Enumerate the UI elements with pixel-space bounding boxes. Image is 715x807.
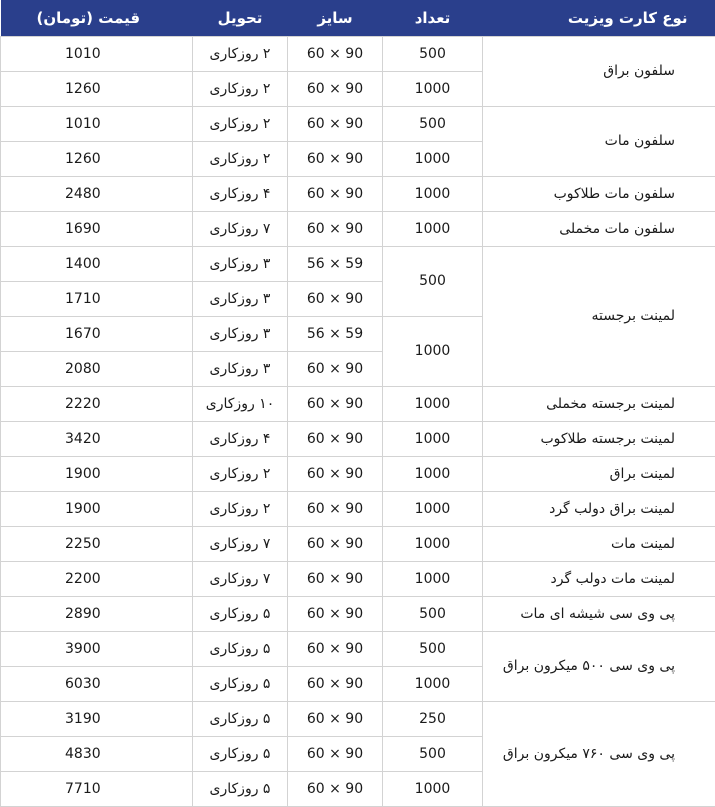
quantity-cell: 1000: [383, 211, 483, 246]
size-cell: 60 × 90: [288, 456, 383, 491]
size-cell: 60 × 90: [288, 386, 383, 421]
quantity-cell: 1000: [383, 386, 483, 421]
delivery-cell: ۵ روزکاری: [193, 596, 288, 631]
card-type-cell: سلفون مات طلاکوب: [483, 176, 715, 211]
size-cell: 60 × 90: [288, 281, 383, 316]
price-cell: 1670: [1, 316, 193, 351]
card-type-cell: پی وی سی شیشه ای مات: [483, 596, 715, 631]
table-row: [1, 106, 715, 141]
size-cell: 60 × 90: [288, 596, 383, 631]
price-cell: 1010: [1, 106, 193, 141]
card-type-cell: سلفون مات مخملی: [483, 211, 715, 246]
table-row: [1, 631, 715, 666]
quantity-cell: 500: [383, 736, 483, 771]
size-cell: 60 × 90: [288, 701, 383, 736]
price-cell: 3190: [1, 701, 193, 736]
size-cell: 60 × 90: [288, 526, 383, 561]
quantity-cell: 1000: [383, 71, 483, 106]
delivery-cell: ۵ روزکاری: [193, 666, 288, 701]
delivery-cell: ۵ روزکاری: [193, 631, 288, 666]
delivery-cell: ۳ روزکاری: [193, 351, 288, 386]
table-row: [1, 491, 715, 526]
price-cell: 6030: [1, 666, 193, 701]
size-cell: 60 × 90: [288, 211, 383, 246]
price-cell: 2200: [1, 561, 193, 596]
delivery-cell: ۲ روزکاری: [193, 36, 288, 71]
price-cell: 4830: [1, 736, 193, 771]
quantity-cell: 1000: [383, 526, 483, 561]
quantity-cell: 500: [383, 36, 483, 71]
price-cell: 1900: [1, 491, 193, 526]
size-cell: 60 × 90: [288, 176, 383, 211]
table-row: [1, 701, 715, 736]
price-cell: 1900: [1, 456, 193, 491]
size-cell: 60 × 90: [288, 106, 383, 141]
card-type-cell: سلفون براق: [483, 36, 715, 106]
table-row: [1, 561, 715, 596]
quantity-cell: 500: [383, 246, 483, 316]
size-cell: 60 × 90: [288, 36, 383, 71]
quantity-cell: 250: [383, 701, 483, 736]
delivery-cell: ۵ روزکاری: [193, 701, 288, 736]
price-cell: 2250: [1, 526, 193, 561]
header-row: [1, 0, 715, 36]
quantity-cell: 500: [383, 631, 483, 666]
delivery-cell: ۳ روزکاری: [193, 316, 288, 351]
delivery-cell: ۳ روزکاری: [193, 281, 288, 316]
price-cell: 2480: [1, 176, 193, 211]
price-cell: 1690: [1, 211, 193, 246]
card-type-cell: پی وی سی ۵۰۰ میکرون براق: [483, 631, 715, 701]
quantity-cell: 1000: [383, 176, 483, 211]
table-row: [1, 386, 715, 421]
card-type-cell: لمینت مات دولب گرد: [483, 561, 715, 596]
size-cell: 60 × 90: [288, 771, 383, 806]
price-cell: 2080: [1, 351, 193, 386]
table-header: [1, 0, 715, 36]
delivery-cell: ۲ روزکاری: [193, 141, 288, 176]
quantity-cell: 500: [383, 596, 483, 631]
price-cell: 3900: [1, 631, 193, 666]
header-quantity: تعداد: [383, 0, 483, 36]
size-cell: 60 × 90: [288, 351, 383, 386]
quantity-cell: 1000: [383, 771, 483, 806]
size-cell: 56 × 59: [288, 246, 383, 281]
header-card-type: نوع کارت ویزیت: [483, 0, 715, 36]
delivery-cell: ۴ روزکاری: [193, 421, 288, 456]
table-row: [1, 526, 715, 561]
delivery-cell: ۲ روزکاری: [193, 456, 288, 491]
delivery-cell: ۷ روزکاری: [193, 561, 288, 596]
card-type-cell: پی وی سی ۷۶۰ میکرون براق: [483, 701, 715, 806]
table-row: [1, 456, 715, 491]
quantity-cell: 500: [383, 106, 483, 141]
delivery-cell: ۷ روزکاری: [193, 526, 288, 561]
table-row: [1, 246, 715, 281]
delivery-cell: ۴ روزکاری: [193, 176, 288, 211]
delivery-cell: ۲ روزکاری: [193, 106, 288, 141]
table-row: [1, 211, 715, 246]
card-type-cell: لمینت براق: [483, 456, 715, 491]
size-cell: 60 × 90: [288, 666, 383, 701]
card-type-cell: لمینت برجسته طلاکوب: [483, 421, 715, 456]
size-cell: 60 × 90: [288, 71, 383, 106]
quantity-cell: 1000: [383, 666, 483, 701]
size-cell: 60 × 90: [288, 141, 383, 176]
header-size: سایز: [288, 0, 383, 36]
price-cell: 1400: [1, 246, 193, 281]
header-delivery: تحویل: [193, 0, 288, 36]
header-price: قیمت (تومان): [1, 0, 193, 36]
delivery-cell: ۱۰ روزکاری: [193, 386, 288, 421]
price-cell: 1260: [1, 71, 193, 106]
card-type-cell: سلفون مات: [483, 106, 715, 176]
card-type-cell: لمینت برجسته: [483, 246, 715, 386]
price-cell: 1710: [1, 281, 193, 316]
delivery-cell: ۷ روزکاری: [193, 211, 288, 246]
delivery-cell: ۵ روزکاری: [193, 771, 288, 806]
price-cell: 1010: [1, 36, 193, 71]
quantity-cell: 1000: [383, 421, 483, 456]
size-cell: 56 × 59: [288, 316, 383, 351]
table-row: [1, 421, 715, 456]
size-cell: 60 × 90: [288, 561, 383, 596]
delivery-cell: ۲ روزکاری: [193, 491, 288, 526]
price-cell: 7710: [1, 771, 193, 806]
delivery-cell: ۳ روزکاری: [193, 246, 288, 281]
price-cell: 2220: [1, 386, 193, 421]
quantity-cell: 1000: [383, 491, 483, 526]
price-cell: 1260: [1, 141, 193, 176]
delivery-cell: ۲ روزکاری: [193, 71, 288, 106]
table-row: [1, 36, 715, 71]
size-cell: 60 × 90: [288, 631, 383, 666]
quantity-cell: 1000: [383, 456, 483, 491]
quantity-cell: 1000: [383, 316, 483, 386]
price-cell: 3420: [1, 421, 193, 456]
table-row: [1, 596, 715, 631]
table-body: [1, 36, 715, 806]
card-type-cell: لمینت مات: [483, 526, 715, 561]
size-cell: 60 × 90: [288, 421, 383, 456]
card-type-cell: لمینت برجسته مخملی: [483, 386, 715, 421]
price-cell: 2890: [1, 596, 193, 631]
delivery-cell: ۵ روزکاری: [193, 736, 288, 771]
quantity-cell: 1000: [383, 561, 483, 596]
table-row: [1, 176, 715, 211]
size-cell: 60 × 90: [288, 736, 383, 771]
size-cell: 60 × 90: [288, 491, 383, 526]
card-type-cell: لمینت براق دولب گرد: [483, 491, 715, 526]
quantity-cell: 1000: [383, 141, 483, 176]
